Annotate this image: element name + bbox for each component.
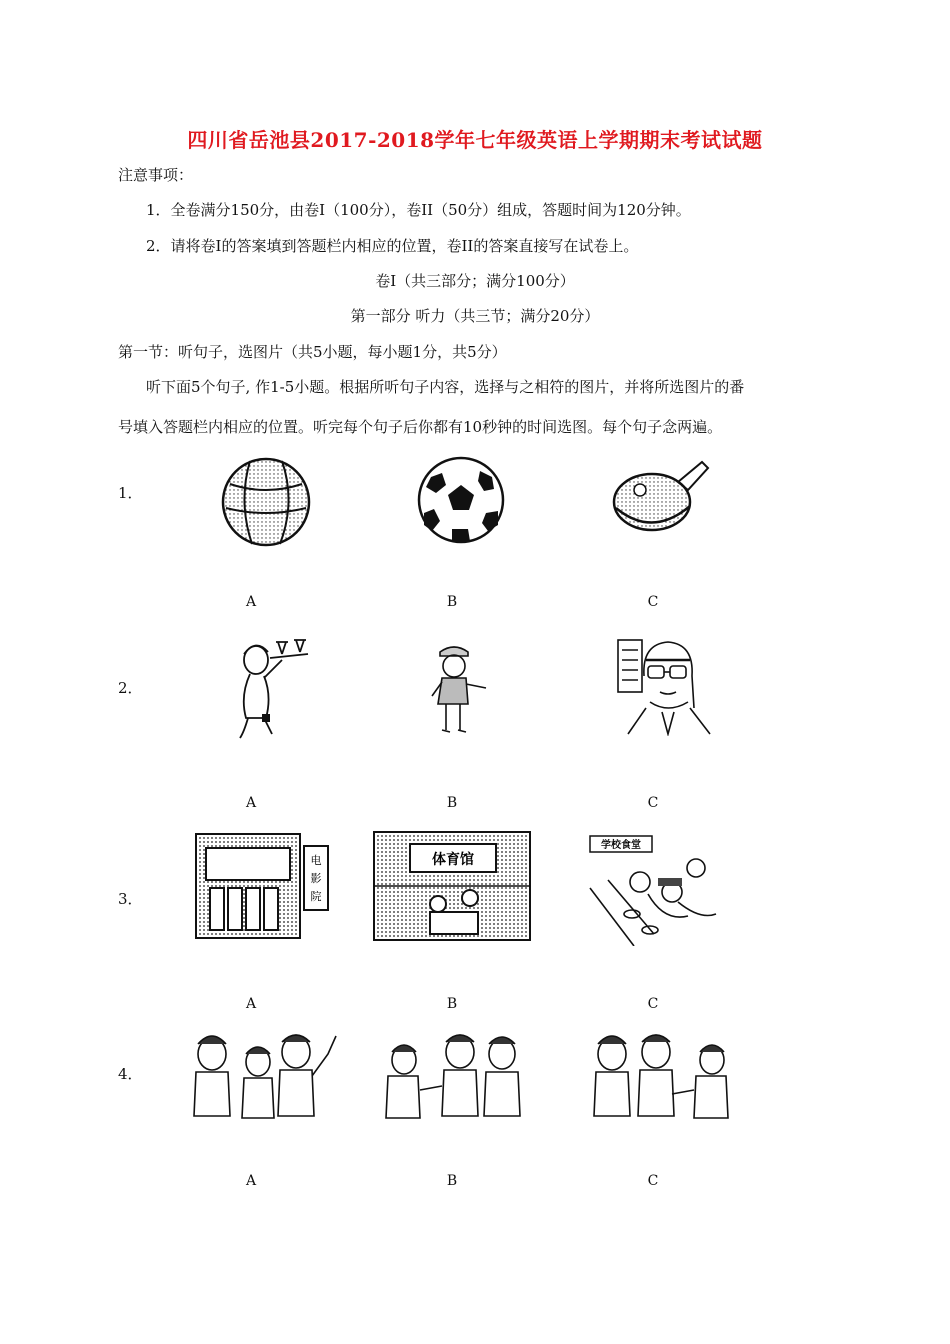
option-label: A (245, 795, 257, 811)
notice-item-2: 2．请将卷Ⅰ的答案填到答题栏内相应的位置，卷II的答案直接写在试卷上。 (146, 237, 639, 255)
option-label: B (446, 795, 458, 811)
question-number: 3． (118, 890, 143, 908)
cinema-icon (194, 832, 334, 942)
paper1-heading: 卷Ⅰ（共三部分；满分100分） (375, 272, 575, 290)
school-dining-hall-icon (588, 830, 718, 946)
question-number: 4． (118, 1065, 143, 1083)
three-people-talking-icon (384, 1030, 528, 1120)
part1-heading: 第一部分 听力（共三节；满分20分） (350, 307, 600, 325)
ping-pong-paddle-icon (612, 456, 712, 536)
section1-heading: 第一节：听句子，选图片（共5小题，每小题1分，共5分） (118, 343, 507, 361)
three-people-waving-icon (190, 1030, 340, 1120)
option-label: B (446, 594, 458, 610)
page-title: 四川省岳池县2017-2018学年七年级英语上学期期末考试试题 (187, 128, 763, 152)
traffic-officer-icon (428, 642, 492, 738)
basketball-icon (220, 456, 312, 548)
question-number: 1． (118, 484, 143, 502)
teacher-with-glasses-icon (616, 636, 714, 736)
option-label: C (647, 795, 659, 811)
option-label: B (446, 1173, 458, 1189)
option-label: C (647, 1173, 659, 1189)
option-label: A (245, 594, 257, 610)
notice-heading: 注意事项： (118, 166, 194, 184)
instructions-line-2: 号填入答题栏内相应的位置。听完每个句子后你都有10秒钟的时间选图。每个句子念两遍。 (118, 418, 723, 436)
waitress-icon (236, 636, 316, 742)
sign-text: 学校食堂 (601, 840, 641, 851)
notice-item-1: 1．全卷满分150分，由卷Ⅰ（100分），卷II（50分）组成，答题时间为120分钟。 (146, 201, 691, 219)
option-label: A (245, 1173, 257, 1189)
instructions-line-1: 听下面5个句子, 作1-5小题。根据所听句子内容，选择与之相符的图片，并将所选图片的番 (146, 378, 745, 396)
option-label: C (647, 996, 659, 1012)
sign-text: 体育馆 (432, 852, 474, 868)
gym-icon (372, 830, 532, 942)
option-label: C (647, 594, 659, 610)
option-label: B (446, 996, 458, 1012)
question-number: 2． (118, 679, 143, 697)
sign-text: 电影院 (310, 854, 322, 903)
people-shaking-hands-icon (590, 1030, 736, 1120)
option-label: A (245, 996, 257, 1012)
soccer-ball-icon (416, 455, 506, 545)
